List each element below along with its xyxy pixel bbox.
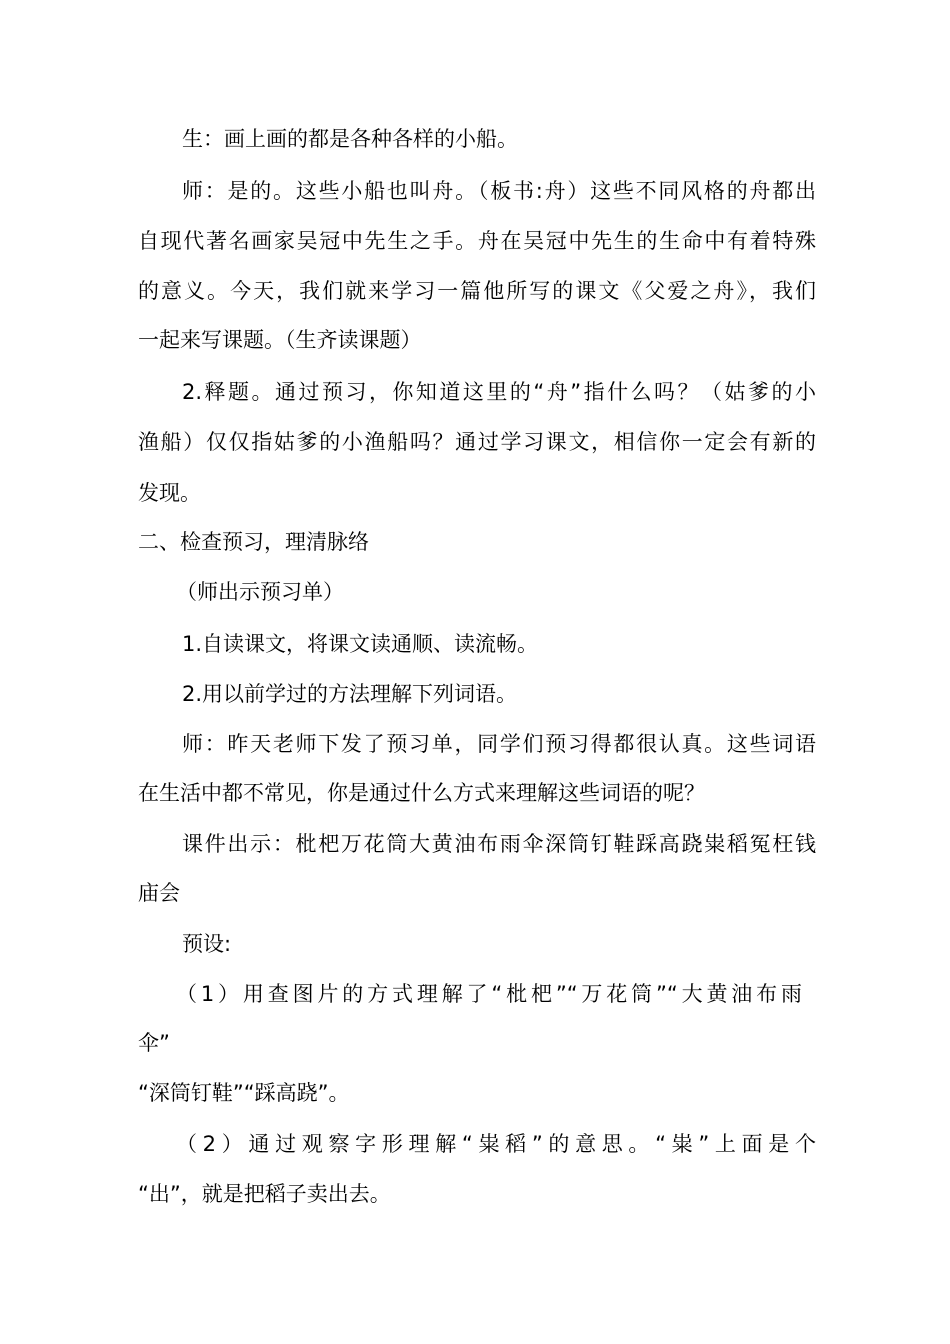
text-line: 伞” bbox=[138, 1031, 170, 1055]
text-line: 2.用以前学过的方法理解下列词语。 bbox=[182, 682, 518, 706]
text-line: 庙会 bbox=[138, 881, 180, 905]
text-line: 1.自读课文，将课文读通顺、读流畅。 bbox=[182, 632, 539, 656]
text-line: 一起来写课题。（生齐读课题） bbox=[138, 328, 422, 352]
text-line: （1）用查图片的方式理解了“枇杷”“万花筒”“大黄油布雨 bbox=[176, 982, 802, 1006]
text-line: （2）通过观察字形理解“粜稻”的意思。“粜”上面是个 bbox=[176, 1132, 816, 1156]
text-line: 师：昨天老师下发了预习单，同学们预习得都很认真。这些词语 bbox=[182, 732, 816, 756]
text-line: 在生活中都不常见，你是通过什么方式来理解这些词语的呢？ bbox=[138, 781, 705, 805]
text-line: 预设: bbox=[182, 932, 232, 956]
text-line: 课件出示：枇杷万花筒大黄油布雨伞深筒钉鞋踩高跷粜稻冤枉钱 bbox=[182, 832, 816, 856]
text-line: 2.释题。通过预习，你知道这里的“舟”指什么吗？（姑爹的小 bbox=[182, 380, 816, 404]
text-line: 师：是的。这些小船也叫舟。（板书:舟）这些不同风格的舟都出 bbox=[182, 179, 816, 203]
text-line: 生：画上画的都是各种各样的小船。 bbox=[182, 127, 518, 151]
text-line: 的意义。今天，我们就来学习一篇他所写的课文《父爱之舟》，我们 bbox=[138, 279, 816, 303]
text-line: 渔船）仅仅指姑爹的小渔船吗？通过学习课文，相信你一定会有新的 bbox=[138, 430, 816, 454]
text-line: （师出示预习单） bbox=[176, 580, 344, 604]
text-line: “出”，就是把稻子卖出去。 bbox=[138, 1182, 391, 1206]
text-line: “深筒钉鞋”“踩高跷”。 bbox=[138, 1081, 350, 1105]
text-line: 自现代著名画家吴冠中先生之手。舟在吴冠中先生的生命中有着特殊 bbox=[138, 229, 816, 253]
section-heading: 二、检查预习，理清脉络 bbox=[138, 530, 369, 554]
text-line: 发现。 bbox=[138, 481, 201, 505]
